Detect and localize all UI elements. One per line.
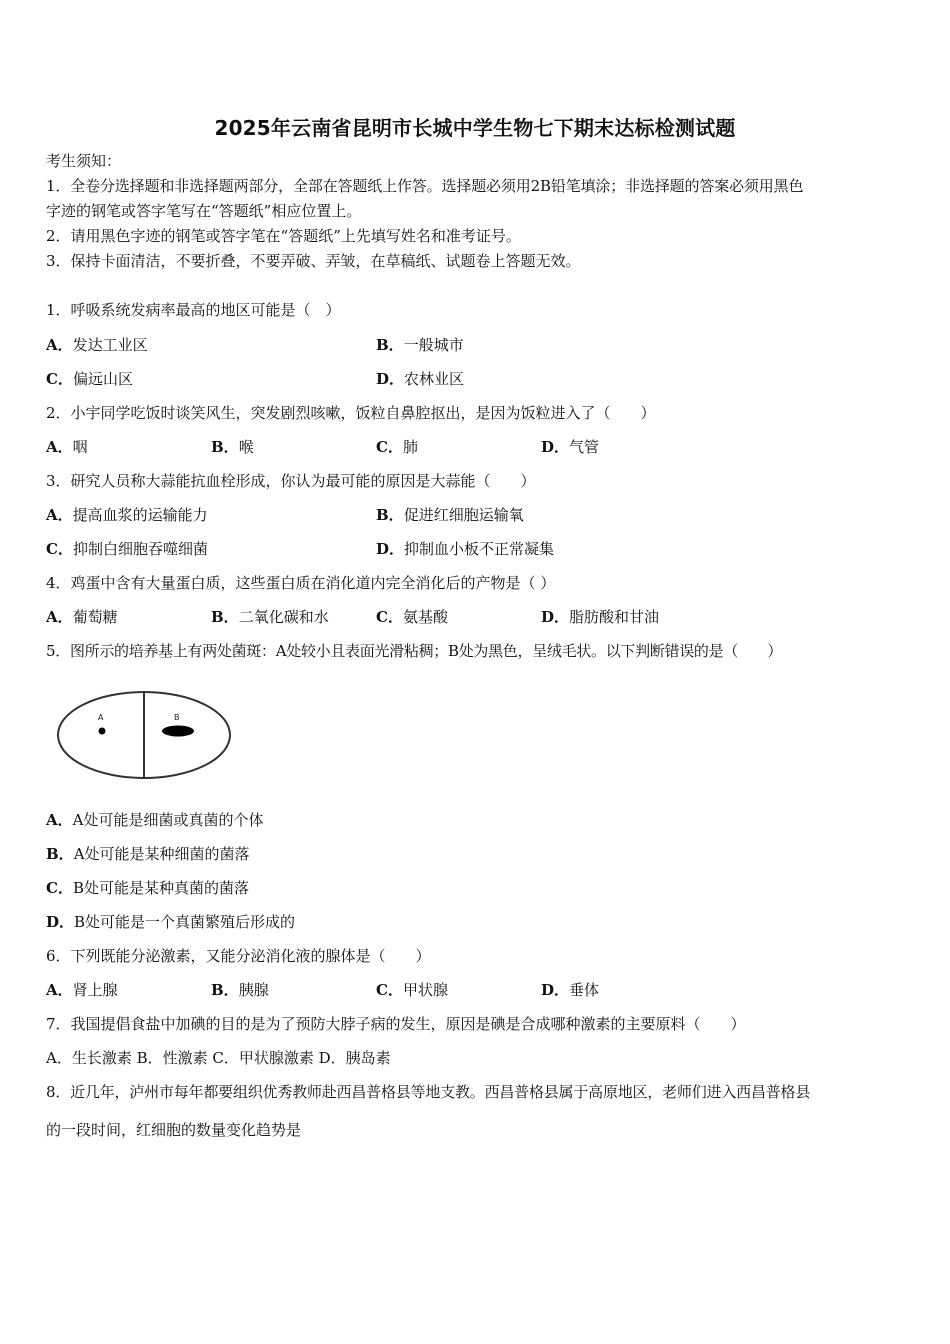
colony-a-dot: [99, 728, 106, 735]
option-text: 一般城市: [403, 336, 464, 354]
option[interactable]: [541, 980, 599, 1000]
option-key: A．: [46, 981, 73, 999]
option-key: B．: [211, 608, 239, 626]
option-text: B处可能是一个真菌繁殖后形成的: [74, 913, 296, 931]
question-stem: 4．鸡蛋中含有大量蛋白质，这些蛋白质在消化道内完全消化后的产物是（ ）: [46, 574, 556, 592]
question-stem: 5．图所示的培养基上有两处菌斑：A处较小且表面光滑粘稠；B处为黑色，呈绒毛状。以下判断错误的是（ ）: [46, 642, 783, 660]
option-text: 二氧化碳和水: [238, 608, 329, 626]
notice-heading: 考生须知：: [46, 152, 122, 170]
option-text: A处可能是某种细菌的菌落: [73, 845, 250, 863]
option[interactable]: [211, 607, 329, 627]
option-text: 抑制白细胞吞噬细菌: [72, 540, 208, 558]
option-text: A处可能是细菌或真菌的个体: [72, 811, 264, 829]
option-key: D．: [541, 608, 570, 626]
option-text: 气管: [569, 438, 600, 456]
option-text: 胰腺: [238, 981, 269, 999]
option[interactable]: [46, 980, 118, 1000]
colony-label-a: A: [98, 713, 104, 722]
option-text: 氨基酸: [402, 608, 448, 626]
option[interactable]: [46, 607, 118, 627]
option-key: D．: [376, 540, 405, 558]
option-key: A．: [46, 438, 73, 456]
page-title: 2025年云南省昆明市长城中学生物七下期末达标检测试题: [214, 116, 736, 140]
option-key: C．: [46, 879, 73, 897]
option-text: 抑制血小板不正常凝集: [404, 540, 555, 558]
question-stem: 2．小宇同学吃饭时谈笑风生，突发剧烈咳嗽，饭粒自鼻腔抠出，是因为饭粒进入了（ ）: [46, 404, 656, 422]
option-key: C．: [376, 438, 403, 456]
option-text: 促进红细胞运输氧: [403, 506, 524, 524]
option[interactable]: [46, 810, 263, 830]
notice-item: 3．保持卡面清洁，不要折叠，不要弄破、弄皱，在草稿纸、试题卷上答题无效。: [46, 252, 581, 270]
option-key: B．: [376, 336, 404, 354]
colony-label-b: B: [174, 713, 180, 722]
option-text: 咽: [72, 438, 88, 456]
option-text: 肾上腺: [72, 981, 118, 999]
question-stem: 的一段时间，红细胞的数量变化趋势是: [46, 1121, 302, 1139]
option[interactable]: [376, 607, 448, 627]
option-text: 垂体: [569, 981, 600, 999]
option-text: 葡萄糖: [72, 608, 118, 626]
option[interactable]: [211, 437, 254, 457]
option[interactable]: [211, 980, 269, 1000]
question-stem: 8．近几年，泸州市每年都要组织优秀教师赴西昌普格县等地支教。西昌普格县属于高原地区，老师们进入西昌普格县: [46, 1083, 811, 1101]
option[interactable]: [376, 505, 524, 525]
option[interactable]: [46, 912, 295, 932]
option-key: D．: [541, 438, 570, 456]
option-key: C．: [376, 608, 403, 626]
question-stem: 1．呼吸系统发病率最高的地区可能是（ ）: [46, 301, 341, 319]
question-stem: 3．研究人员称大蒜能抗血栓形成，你认为最可能的原因是大蒜能（ ）: [46, 472, 536, 490]
option-text: 发达工业区: [72, 336, 148, 354]
option[interactable]: [46, 335, 148, 355]
option[interactable]: [376, 539, 554, 559]
option[interactable]: [46, 369, 133, 389]
notice-item: 1．全卷分选择题和非选择题两部分，全部在答题纸上作答。选择题必须用2B铅笔填涂；非选择题的答案必须用黑色: [46, 177, 804, 195]
option[interactable]: [46, 844, 250, 864]
option-text: 喉: [238, 438, 254, 456]
notice-item: 2．请用黑色字迹的钢笔或答字笔在“答题纸”上先填写姓名和准考证号。: [46, 227, 521, 245]
petri-dish-diagram: [56, 688, 236, 784]
question-stem: 7．我国提倡食盐中加碘的目的是为了预防大脖子病的发生，原因是碘是合成哪种激素的主要原料（ ）: [46, 1015, 746, 1033]
option-key: B．: [376, 506, 404, 524]
option[interactable]: [46, 437, 88, 457]
option-text: 脂肪酸和甘油: [569, 608, 660, 626]
option[interactable]: [376, 369, 464, 389]
option[interactable]: [541, 607, 659, 627]
option-key: A．: [46, 608, 73, 626]
option-key: A．: [46, 811, 73, 829]
option[interactable]: [46, 505, 208, 525]
option-key: C．: [376, 981, 403, 999]
colony-b-blob: [162, 726, 194, 737]
option-text: 肺: [402, 438, 418, 456]
option-key: B．: [211, 438, 239, 456]
option[interactable]: [46, 539, 208, 559]
option[interactable]: [376, 980, 448, 1000]
option-key: D．: [376, 370, 405, 388]
option-text: 偏远山区: [72, 370, 133, 388]
option-text: 提高血浆的运输能力: [72, 506, 208, 524]
option-key: D．: [541, 981, 570, 999]
option-text: B处可能是某种真菌的菌落: [72, 879, 249, 897]
option-key: D．: [46, 913, 75, 931]
option-key: C．: [46, 540, 73, 558]
option[interactable]: [376, 437, 418, 457]
petri-dish-figure: [56, 688, 236, 788]
option-key: A．: [46, 336, 73, 354]
option-text: 甲状腺: [402, 981, 448, 999]
option-key: A．: [46, 506, 73, 524]
option[interactable]: [376, 335, 464, 355]
option-key: B．: [211, 981, 239, 999]
options-inline[interactable]: A．生长激素 B．性激素 C．甲状腺激素 D．胰岛素: [46, 1049, 391, 1067]
option-key: B．: [46, 845, 74, 863]
option-text: 农林业区: [404, 370, 465, 388]
option[interactable]: [46, 878, 249, 898]
notice-item: 字迹的钢笔或答字笔写在“答题纸”相应位置上。: [46, 202, 362, 220]
option-key: C．: [46, 370, 73, 388]
option[interactable]: [541, 437, 599, 457]
question-stem: 6．下列既能分泌激素，又能分泌消化液的腺体是（ ）: [46, 947, 431, 965]
